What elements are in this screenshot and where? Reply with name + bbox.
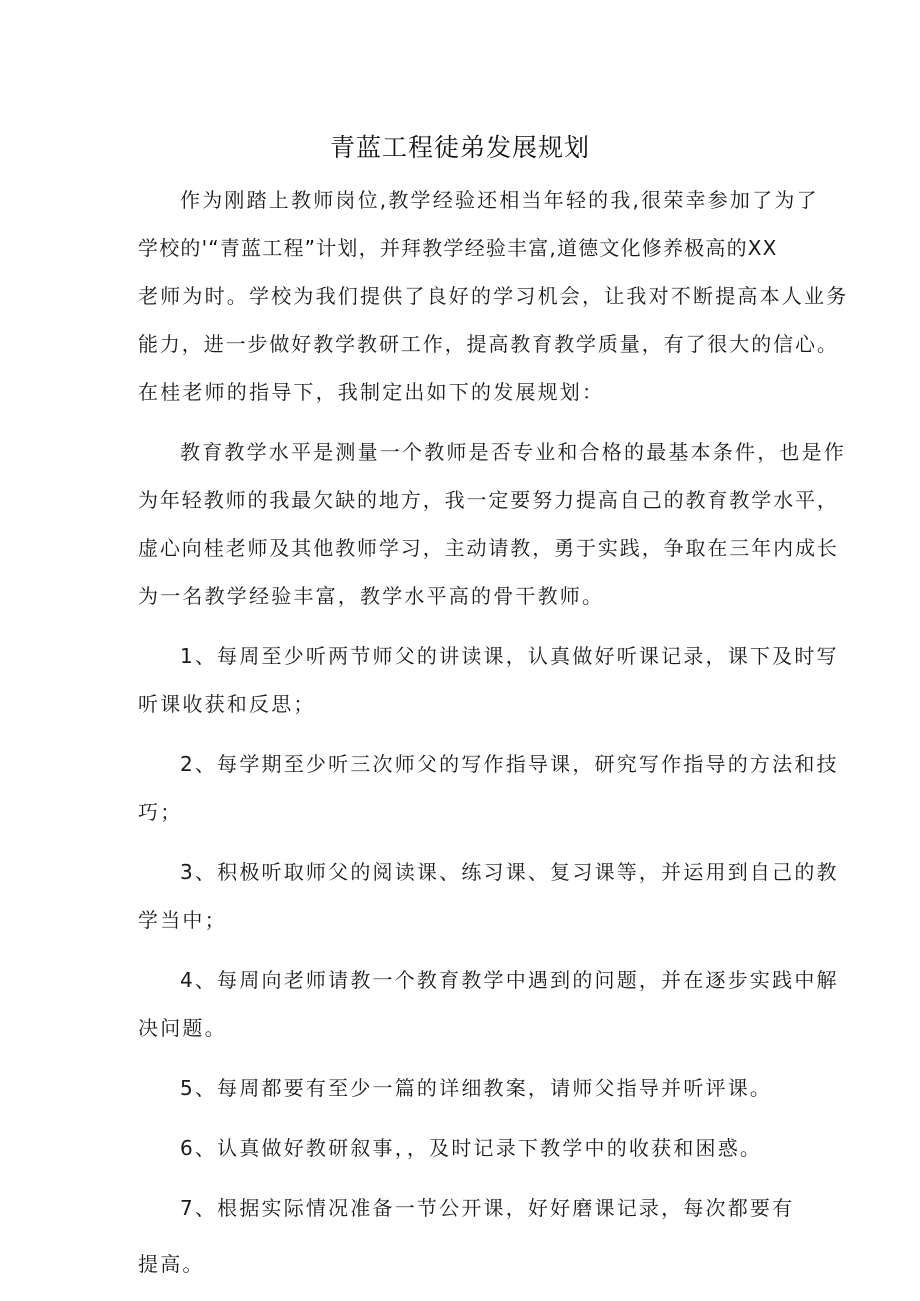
paragraph-line: 教育教学水平是测量一个教师是否专业和合格的最基本条件，也是作: [180, 440, 846, 464]
document-title: 青蓝工程徒弟发展规划: [329, 133, 590, 162]
paragraph-line: 学校的'“青蓝工程”计划，并拜教学经验丰富,道德文化修养极高的XX: [138, 236, 778, 260]
paragraph-line: 能力，进一步做好教学教研工作，提高教育教学质量，有了很大的信心。: [138, 332, 839, 356]
paragraph-line: 提高。: [138, 1252, 205, 1276]
plan-item-3: [138, 848, 839, 944]
paragraph-line: 巧；: [138, 800, 183, 824]
paragraph-line: 2、每学期至少听三次师父的写作指导课，研究写作指导的方法和技: [180, 752, 839, 776]
paragraph-line: 1、每周至少听两节师父的讲读课，认真做好听课记录，课下及时写: [180, 644, 839, 668]
paragraph-line: 在桂老师的指导下，我制定出如下的发展规划：: [138, 380, 605, 404]
paragraph-line: 3、积极听取师父的阅读课、练习课、复习课等，并运用到自己的教: [180, 860, 839, 884]
paragraph-line: 6、认真做好教研叙事，，及时记录下教学中的收获和困惑。: [180, 1136, 763, 1160]
plan-item-1: [138, 632, 839, 728]
paragraph-line: 听课收获和反思；: [138, 692, 316, 716]
plan-item-4: [138, 956, 839, 1052]
paragraph-line: 4、每周向老师请教一个教育教学中遇到的问题，并在逐步实践中解: [180, 968, 839, 992]
plan-item-7: [138, 1184, 795, 1288]
paragraph-line: 为年轻教师的我最欠缺的地方，我一定要努力提高自己的教育教学水平，: [138, 488, 839, 512]
paragraph-line: 老师为时。学校为我们提供了良好的学习机会，让我对不断提高本人业务: [138, 284, 849, 308]
paragraph-teaching-level: [138, 428, 846, 620]
paragraph-line: 作为刚踏上教师岗位,教学经验还相当年轻的我,很荣幸参加了为了: [180, 188, 819, 212]
paragraph-line: 7、根据实际情况准备一节公开课，好好磨课记录，每次都要有: [180, 1196, 795, 1220]
plan-item-2: [138, 740, 839, 836]
plan-item-6: [138, 1124, 788, 1172]
paragraph-intro: [138, 176, 849, 416]
paragraph-line: 学当中；: [138, 908, 227, 932]
paragraph-line: 决问题。: [138, 1016, 227, 1040]
paragraph-line: 虚心向桂老师及其他教师学习，主动请教，勇于实践，争取在三年内成长: [138, 536, 839, 560]
paragraph-line: 为一名教学经验丰富，教学水平高的骨干教师。: [138, 584, 605, 608]
plan-item-5: [138, 1064, 788, 1112]
paragraph-line: 5、每周都要有至少一篇的详细教案，请师父指导并听评课。: [180, 1076, 773, 1100]
document-body: [138, 176, 849, 1288]
